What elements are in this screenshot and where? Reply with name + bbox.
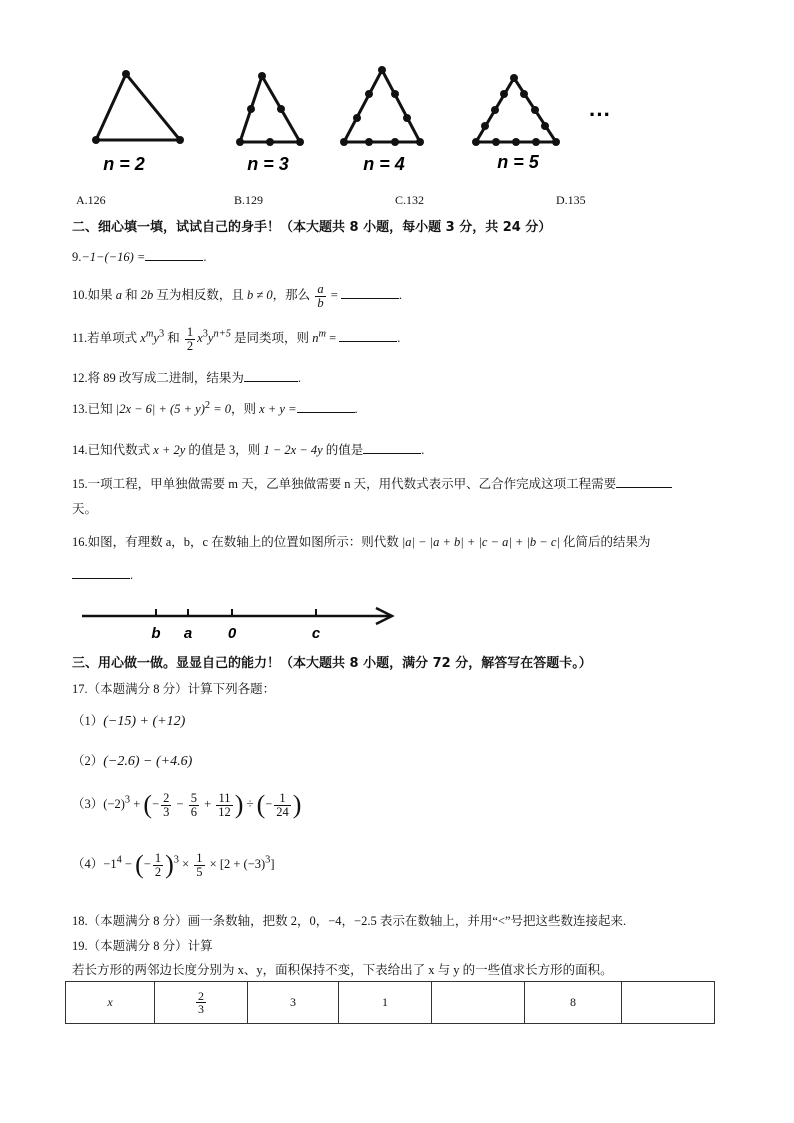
q13-exp-2: 2 xyxy=(204,399,211,411)
q16-answer-line xyxy=(72,566,133,583)
q17-p4-frac1: $\frac{1}{2}$ xyxy=(154,851,162,879)
q13-expression: |2x − 6| + (5 + y) xyxy=(115,402,205,416)
q11-n: n xyxy=(312,330,319,345)
option-d: D.135 xyxy=(556,193,586,207)
triangle-n3-dots xyxy=(236,72,304,146)
q10-condition: b ≠ 0 xyxy=(247,287,273,302)
table-cell-x4 xyxy=(432,982,525,1024)
q10-text-c: ，那么 xyxy=(272,287,314,302)
section2-title: 二、细心填一填，试试自己的身手！（本大题共 8 小题，每小题 3 分，共 24 分） xyxy=(72,220,552,235)
q17-p4-exp3b: 3 xyxy=(265,854,271,866)
q11-fraction: $\frac{1}{2}$ xyxy=(186,325,194,353)
q17-p3-minus3: − xyxy=(265,796,273,811)
q9-expression: −1−(−16) = xyxy=(81,250,146,264)
q12-answer-blank[interactable] xyxy=(244,369,298,382)
q10-text-a: 10.如果 xyxy=(72,287,116,302)
q17-part3 xyxy=(72,792,301,818)
q17-p4-times: × xyxy=(178,856,193,871)
q13-tail: . xyxy=(354,402,358,416)
q17-p3-rparen2: ) xyxy=(292,790,302,819)
table-cell-x6 xyxy=(622,982,715,1024)
q11-exp-n5: n+5 xyxy=(213,328,231,340)
label-c: c xyxy=(311,625,321,642)
q17-p3-label: （3） xyxy=(72,796,104,811)
q11-answer-blank[interactable] xyxy=(339,329,397,342)
q14-answer-blank[interactable] xyxy=(363,441,421,454)
q13-expression-b: = 0 xyxy=(210,402,232,416)
question-10 xyxy=(72,283,402,309)
label-n5: n = 5 xyxy=(497,152,539,172)
triangle-n4 xyxy=(344,70,420,142)
question-16 xyxy=(72,532,650,550)
q17-p3-exp: 3 xyxy=(124,794,131,806)
q15-line1: 15.一项工程，甲单独做需要 m 天，乙单独做需要 n 天，用代数式表示甲、乙合作完成这项工程需要 xyxy=(72,477,617,491)
q10-eq: = xyxy=(327,287,341,302)
q17-p2-expression: (−2.6) − (+4.6) xyxy=(103,754,193,769)
q17-p3-minus2: − xyxy=(173,796,187,811)
q10-mid: 和 xyxy=(122,287,141,302)
question-15 xyxy=(72,474,672,492)
q14-text-a: 14.已知代数式 xyxy=(72,443,154,457)
q17-p3-div: ÷ xyxy=(243,796,257,811)
q16-expression: |a| − |a + b| + |c − a| + |b − c| xyxy=(401,535,560,549)
q17-p3-rparen: ) xyxy=(234,790,244,819)
q15-answer-blank[interactable] xyxy=(616,475,672,488)
triangle-n2 xyxy=(96,74,180,140)
q9-number: 9. xyxy=(72,250,82,264)
q11-and: 和 xyxy=(164,330,183,345)
q17-p3-base: (−2) xyxy=(103,796,125,811)
q16-text-a: 16.如图，有理数 a，b，c 在数轴上的位置如图所示：则代数 xyxy=(72,535,402,549)
q17-p4-minus2: − xyxy=(143,856,151,871)
triangle-pattern-figure xyxy=(72,62,624,180)
q17-p4-exp4: 4 xyxy=(116,854,122,866)
q17-p3-plus2: + xyxy=(200,796,215,811)
q17-part1 xyxy=(72,711,185,730)
q17-p4-frac2: $\frac{1}{5}$ xyxy=(196,851,203,879)
question-13 xyxy=(72,399,358,417)
q17-p1-expression: (−15) + (+12) xyxy=(103,714,186,729)
q17-p4-exp3: 3 xyxy=(173,854,179,866)
q17-heading: 17.（本题满分 8 分）计算下列各题： xyxy=(72,682,276,696)
q11-exp-m2: m xyxy=(318,328,326,340)
table-row xyxy=(66,982,715,1024)
triangle-n2-dots xyxy=(92,70,184,144)
q17-p4-lparen: ( xyxy=(135,850,144,879)
table-cell-x2: 3 xyxy=(248,982,339,1024)
q14-expression-2: 1 − 2x − 4y xyxy=(263,443,323,457)
triangle-n5 xyxy=(476,78,556,142)
q17-p3-frac4: $\frac{1}{24}$ xyxy=(276,791,289,819)
q14-tail: . xyxy=(421,443,425,457)
table-cell-x-header: x xyxy=(66,982,155,1024)
table-cell-x3: 1 xyxy=(339,982,432,1024)
q11-text-a: 11.若单项式 xyxy=(72,330,141,345)
q11-exp-m: m xyxy=(145,328,154,340)
q17-p3-lparen: ( xyxy=(143,790,153,819)
q11-text-b: 是同类项，则 xyxy=(230,330,313,345)
q10-text-b: 互为相反数，且 xyxy=(153,287,248,302)
ellipsis: ··· xyxy=(589,102,611,127)
question-18: 18.（本题满分 8 分）画一条数轴，把数 2，0，−4，−2.5 表示在数轴上，并用“<”号把这些数连接起来. xyxy=(72,914,627,928)
q17-part4 xyxy=(72,852,275,878)
triangle-n4-dots xyxy=(340,66,424,146)
question-12 xyxy=(72,368,301,386)
q17-p3-frac3: $\frac{11}{12}$ xyxy=(218,791,231,819)
q11-exp-3b: 3 xyxy=(202,328,208,340)
q11-term1: x xyxy=(140,330,146,345)
q16-text-b: 化简后的结果为 xyxy=(559,535,651,549)
q17-p4-base: −1 xyxy=(103,856,117,871)
label-n2: n = 2 xyxy=(103,154,145,174)
q17-p4-label: （4） xyxy=(72,856,104,871)
q9-answer-blank[interactable] xyxy=(145,248,203,261)
q11-y: y xyxy=(153,330,159,345)
q17-p4-times2: × xyxy=(206,856,220,871)
option-a: A.126 xyxy=(76,193,106,207)
q17-p3-minus: − xyxy=(152,796,160,811)
q19-frac-two-thirds: $\frac{2}{3}$ xyxy=(198,989,204,1016)
question-11 xyxy=(72,326,400,352)
label-b: b xyxy=(151,625,161,642)
q10-answer-blank[interactable] xyxy=(341,286,399,299)
q13-text-b: ，则 xyxy=(231,402,260,416)
q19-description: 若长方形的两邻边长度分别为 x、y，面积保持不变，下表给出了 x 与 y 的一些值求长方形的面积。 xyxy=(72,963,613,977)
q10-var-2b: 2b xyxy=(140,287,154,302)
number-line-figure xyxy=(72,596,402,642)
q13-text-a: 13.已知 xyxy=(72,402,116,416)
triangle-n5-dots xyxy=(472,74,560,146)
q19-heading: 19.（本题满分 8 分）计算 xyxy=(72,939,213,953)
q11-y2: y xyxy=(207,330,214,345)
q14-text-b: 的值是 3，则 xyxy=(185,443,264,457)
q17-p1-label: （1） xyxy=(72,714,104,728)
q17-p3-lparen2: ( xyxy=(256,790,266,819)
q9-tail: . xyxy=(203,250,207,264)
q17-p4-rparen: ) xyxy=(165,850,174,879)
label-n4: n = 4 xyxy=(363,154,405,174)
table-cell-x1 xyxy=(155,982,248,1024)
q15-line2: 天。 xyxy=(72,502,98,516)
label-n3: n = 3 xyxy=(247,154,289,174)
q17-part2 xyxy=(72,751,192,770)
q11-tail: . xyxy=(397,330,401,345)
q12-text: 12.将 89 改写成二进制，结果为 xyxy=(72,371,244,385)
q17-p3-frac2: $\frac{5}{6}$ xyxy=(190,791,197,819)
q11-term2: x xyxy=(197,330,203,345)
q17-p3-frac1: $\frac{2}{3}$ xyxy=(163,791,170,819)
q17-p3-plus: + xyxy=(130,796,144,811)
q13-expression-2: x + y = xyxy=(259,402,297,416)
section3-title: 三、用心做一做。显显自己的能力！（本大题共 8 小题，满分 72 分，解答写在答题卡。） xyxy=(72,656,592,671)
q19-xy-table xyxy=(65,981,715,1024)
q10-fraction: $\frac{a}{b}$ xyxy=(317,282,324,310)
label-0: 0 xyxy=(227,625,237,642)
question-9 xyxy=(72,248,206,265)
q11-exp-3: 3 xyxy=(158,328,165,340)
q14-text-c: 的值是 xyxy=(322,443,364,457)
q13-answer-blank[interactable] xyxy=(297,400,355,413)
q16-answer-blank[interactable] xyxy=(72,566,130,579)
q17-p4-close: ] xyxy=(270,856,275,871)
option-c: C.132 xyxy=(395,193,425,207)
q17-p4-bracket: [2 + (−3) xyxy=(219,856,266,871)
question-14 xyxy=(72,440,424,458)
table-cell-x5: 8 xyxy=(525,982,622,1024)
label-a: a xyxy=(183,625,193,642)
q12-tail: . xyxy=(297,371,302,385)
option-b: B.129 xyxy=(234,193,264,207)
q11-eq: = xyxy=(325,330,340,345)
q10-tail: . xyxy=(398,287,402,302)
q17-p4-minus: − xyxy=(121,856,136,871)
q16-tail: . xyxy=(130,568,134,582)
q10-var-a: a xyxy=(115,287,123,302)
q14-expression-1: x + 2y xyxy=(153,443,186,457)
q17-p2-label: （2） xyxy=(72,754,104,768)
